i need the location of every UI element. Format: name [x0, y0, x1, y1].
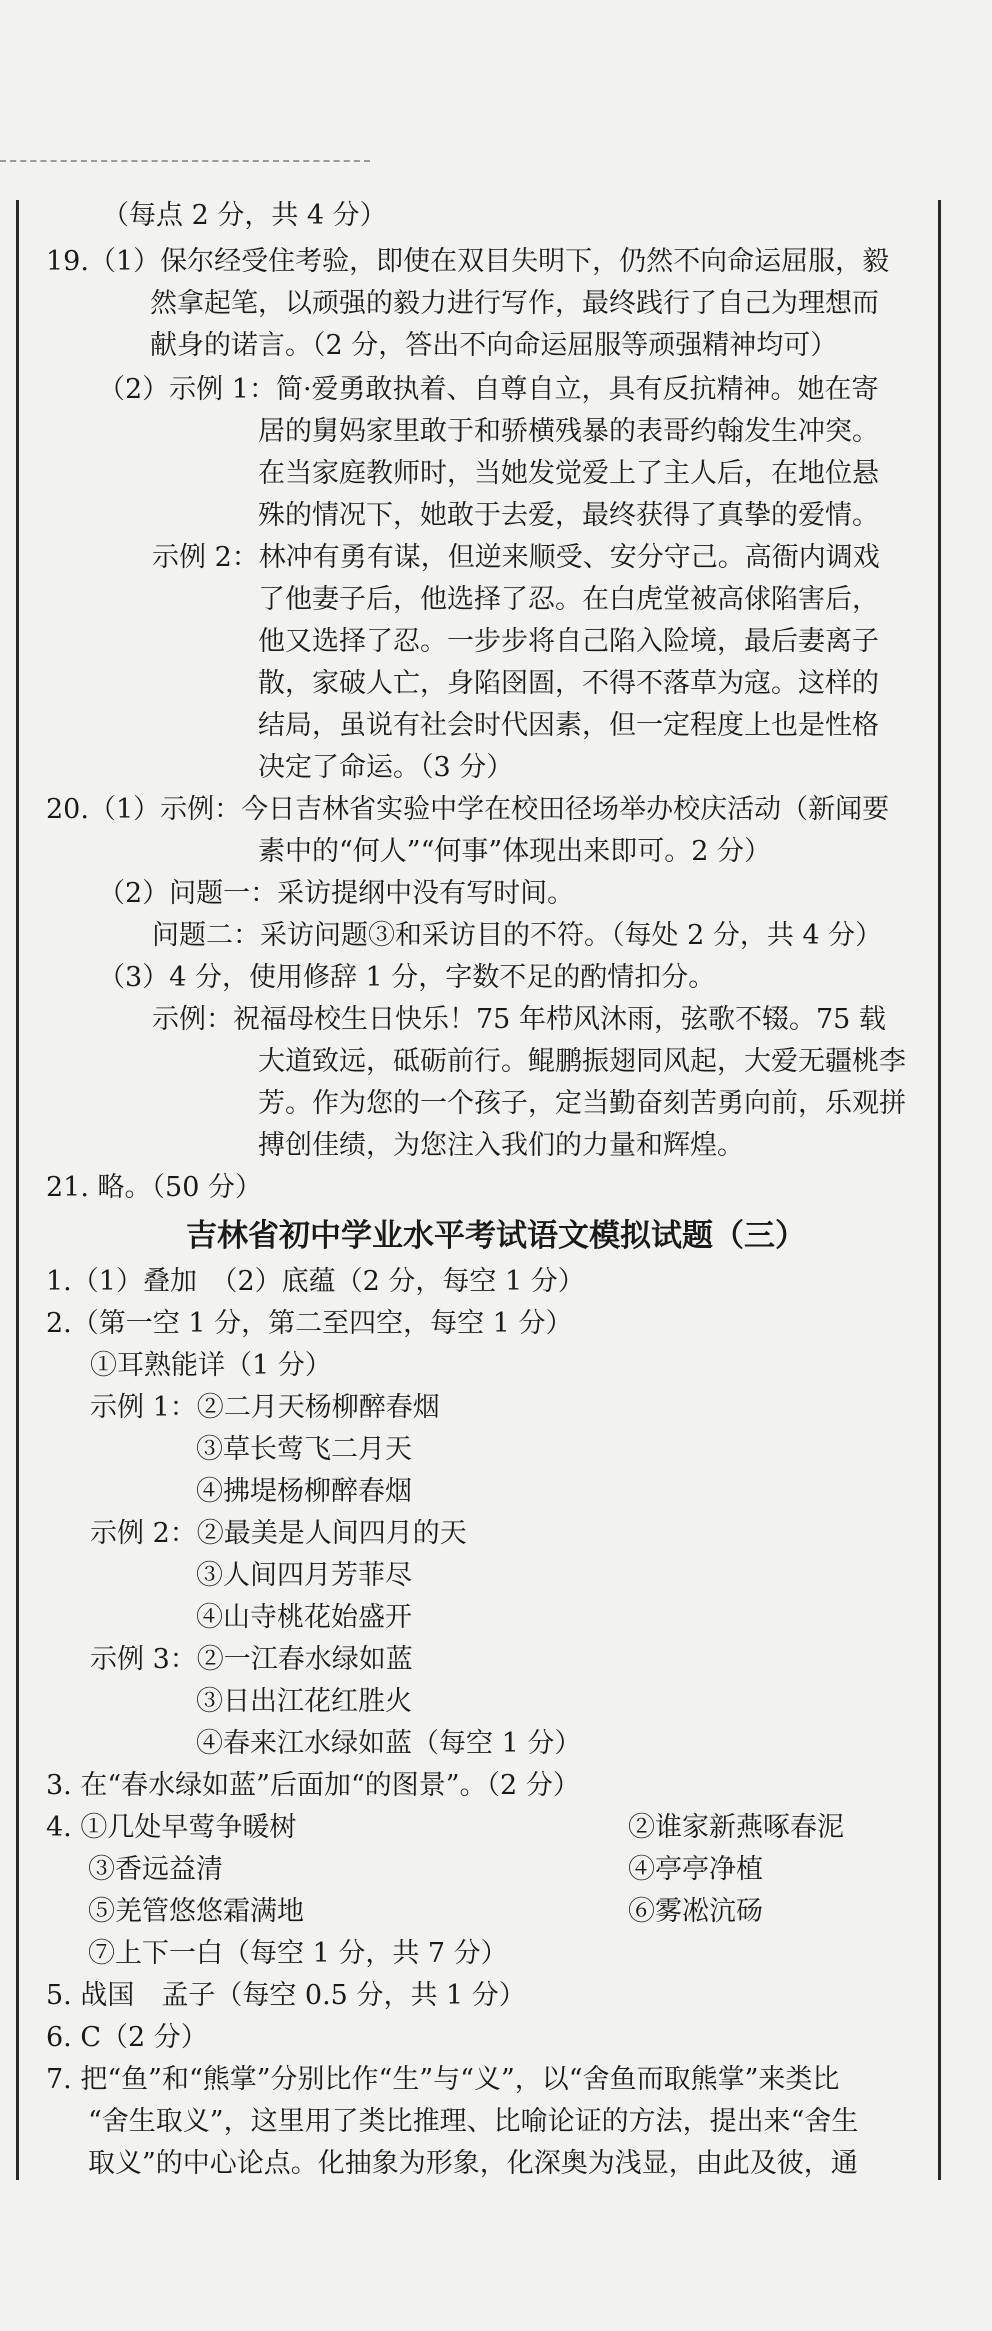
answer-line: ③人间四月芳菲尽 [196, 1560, 412, 1591]
answer-line: 了他妻子后，他选择了忍。在白虎堂被高俅陷害后， [258, 584, 879, 615]
answer-line: 搏创佳绩，为您注入我们的力量和辉煌。 [258, 1130, 744, 1161]
answer-line: ④亭亭净植 [628, 1854, 763, 1885]
answer-line: （2）问题一：采访提纲中没有写时间。 [98, 878, 575, 909]
answer-line: 4. ①几处早莺争暖树 [46, 1812, 297, 1843]
left-margin-rule [16, 200, 19, 2180]
answer-line: 决定了命运。（3 分） [258, 752, 514, 783]
answer-line: 结局，虽说有社会时代因素，但一定程度上也是性格 [258, 710, 879, 741]
answer-line: ③草长莺飞二月天 [196, 1434, 412, 1465]
answer-line: ④山寺桃花始盛开 [196, 1602, 412, 1633]
answer-line: 在当家庭教师时，当她发觉爱上了主人后，在地位悬 [258, 458, 879, 489]
answer-line: ③香远益清 [88, 1854, 223, 1885]
answer-line: 他又选择了忍。一步步将自己陷入险境，最后妻离子 [258, 626, 879, 657]
answer-line: ①耳熟能详（1 分） [90, 1350, 332, 1381]
answer-line: 21. 略。（50 分） [46, 1172, 262, 1203]
answer-line: 6. C（2 分） [46, 2022, 208, 2053]
answer-line: 示例 1：②二月天杨柳醉春烟 [90, 1392, 440, 1423]
answer-line: 散，家破人亡，身陷囹圄，不得不落草为寇。这样的 [258, 668, 879, 699]
answer-line: ⑥雾凇沆砀 [628, 1896, 763, 1927]
answer-line: （每点 2 分，共 4 分） [102, 200, 387, 231]
answer-line: ⑤羌管悠悠霜满地 [88, 1896, 304, 1927]
answer-line: 献身的诺言。（2 分，答出不向命运屈服等顽强精神均可） [150, 330, 838, 361]
top-divider [0, 160, 370, 162]
answer-line: ⑦上下一白（每空 1 分，共 7 分） [88, 1938, 508, 1969]
answer-line: 示例 2：林冲有勇有谋，但逆来顺受、安分守己。高衙内调戏 [152, 542, 880, 573]
answer-line: （3）4 分，使用修辞 1 分，字数不足的酌情扣分。 [98, 962, 716, 993]
answer-line: ④春来江水绿如蓝（每空 1 分） [196, 1728, 582, 1759]
answer-line: 居的舅妈家里敢于和骄横残暴的表哥约翰发生冲突。 [258, 416, 879, 447]
answer-line: 示例：祝福母校生日快乐！75 年栉风沐雨，弦歌不辍。75 载 [152, 1004, 886, 1035]
answer-line: 芳。作为您的一个孩子，定当勤奋刻苦勇向前，乐观拼 [258, 1088, 906, 1119]
answer-line: “舍生取义”，这里用了类比推理、比喻论证的方法，提出来“舍生 [88, 2106, 859, 2137]
answer-line: 2.（第一空 1 分，第二至四空，每空 1 分） [46, 1308, 573, 1339]
answer-line: 5. 战国 孟子（每空 0.5 分，共 1 分） [46, 1980, 526, 2011]
answer-line: 示例 2：②最美是人间四月的天 [90, 1518, 467, 1549]
answer-line: 问题二：采访问题③和采访目的不符。（每处 2 分，共 4 分） [152, 920, 883, 951]
answer-line: 大道致远，砥砺前行。鲲鹏振翅同风起，大爱无疆桃李 [258, 1046, 906, 1077]
answer-line: 7. 把“鱼”和“熊掌”分别比作“生”与“义”，以“舍鱼而取熊掌”来类比 [46, 2064, 840, 2095]
answer-line: （2）示例 1：简·爱勇敢执着、自尊自立，具有反抗精神。她在寄 [98, 374, 879, 405]
answer-line: 取义”的中心论点。化抽象为形象，化深奥为浅显，由此及彼，通 [88, 2148, 858, 2179]
answer-line: ③日出江花红胜火 [196, 1686, 412, 1717]
answer-line: 殊的情况下，她敢于去爱，最终获得了真挚的爱情。 [258, 500, 879, 531]
answer-line: 示例 3：②一江春水绿如蓝 [90, 1644, 413, 1675]
answer-line: 19.（1）保尔经受住考验，即使在双目失明下，仍然不向命运屈服，毅 [46, 246, 890, 277]
section-title: 吉林省初中学业水平考试语文模拟试题（三） [186, 1218, 806, 1254]
answer-line: 素中的“何人”“何事”体现出来即可。2 分） [258, 836, 771, 867]
answer-line: ②谁家新燕啄春泥 [628, 1812, 844, 1843]
answer-line: ④拂堤杨柳醉春烟 [196, 1476, 412, 1507]
answer-line: 20.（1）示例：今日吉林省实验中学在校田径场举办校庆活动（新闻要 [46, 794, 890, 825]
answer-line: 3. 在“春水绿如蓝”后面加“的图景”。（2 分） [46, 1770, 580, 1801]
answer-line: 1.（1）叠加 （2）底蕴（2 分，每空 1 分） [46, 1266, 585, 1297]
answer-line: 然拿起笔，以顽强的毅力进行写作，最终践行了自己为理想而 [150, 288, 879, 319]
right-margin-rule [938, 200, 941, 2180]
